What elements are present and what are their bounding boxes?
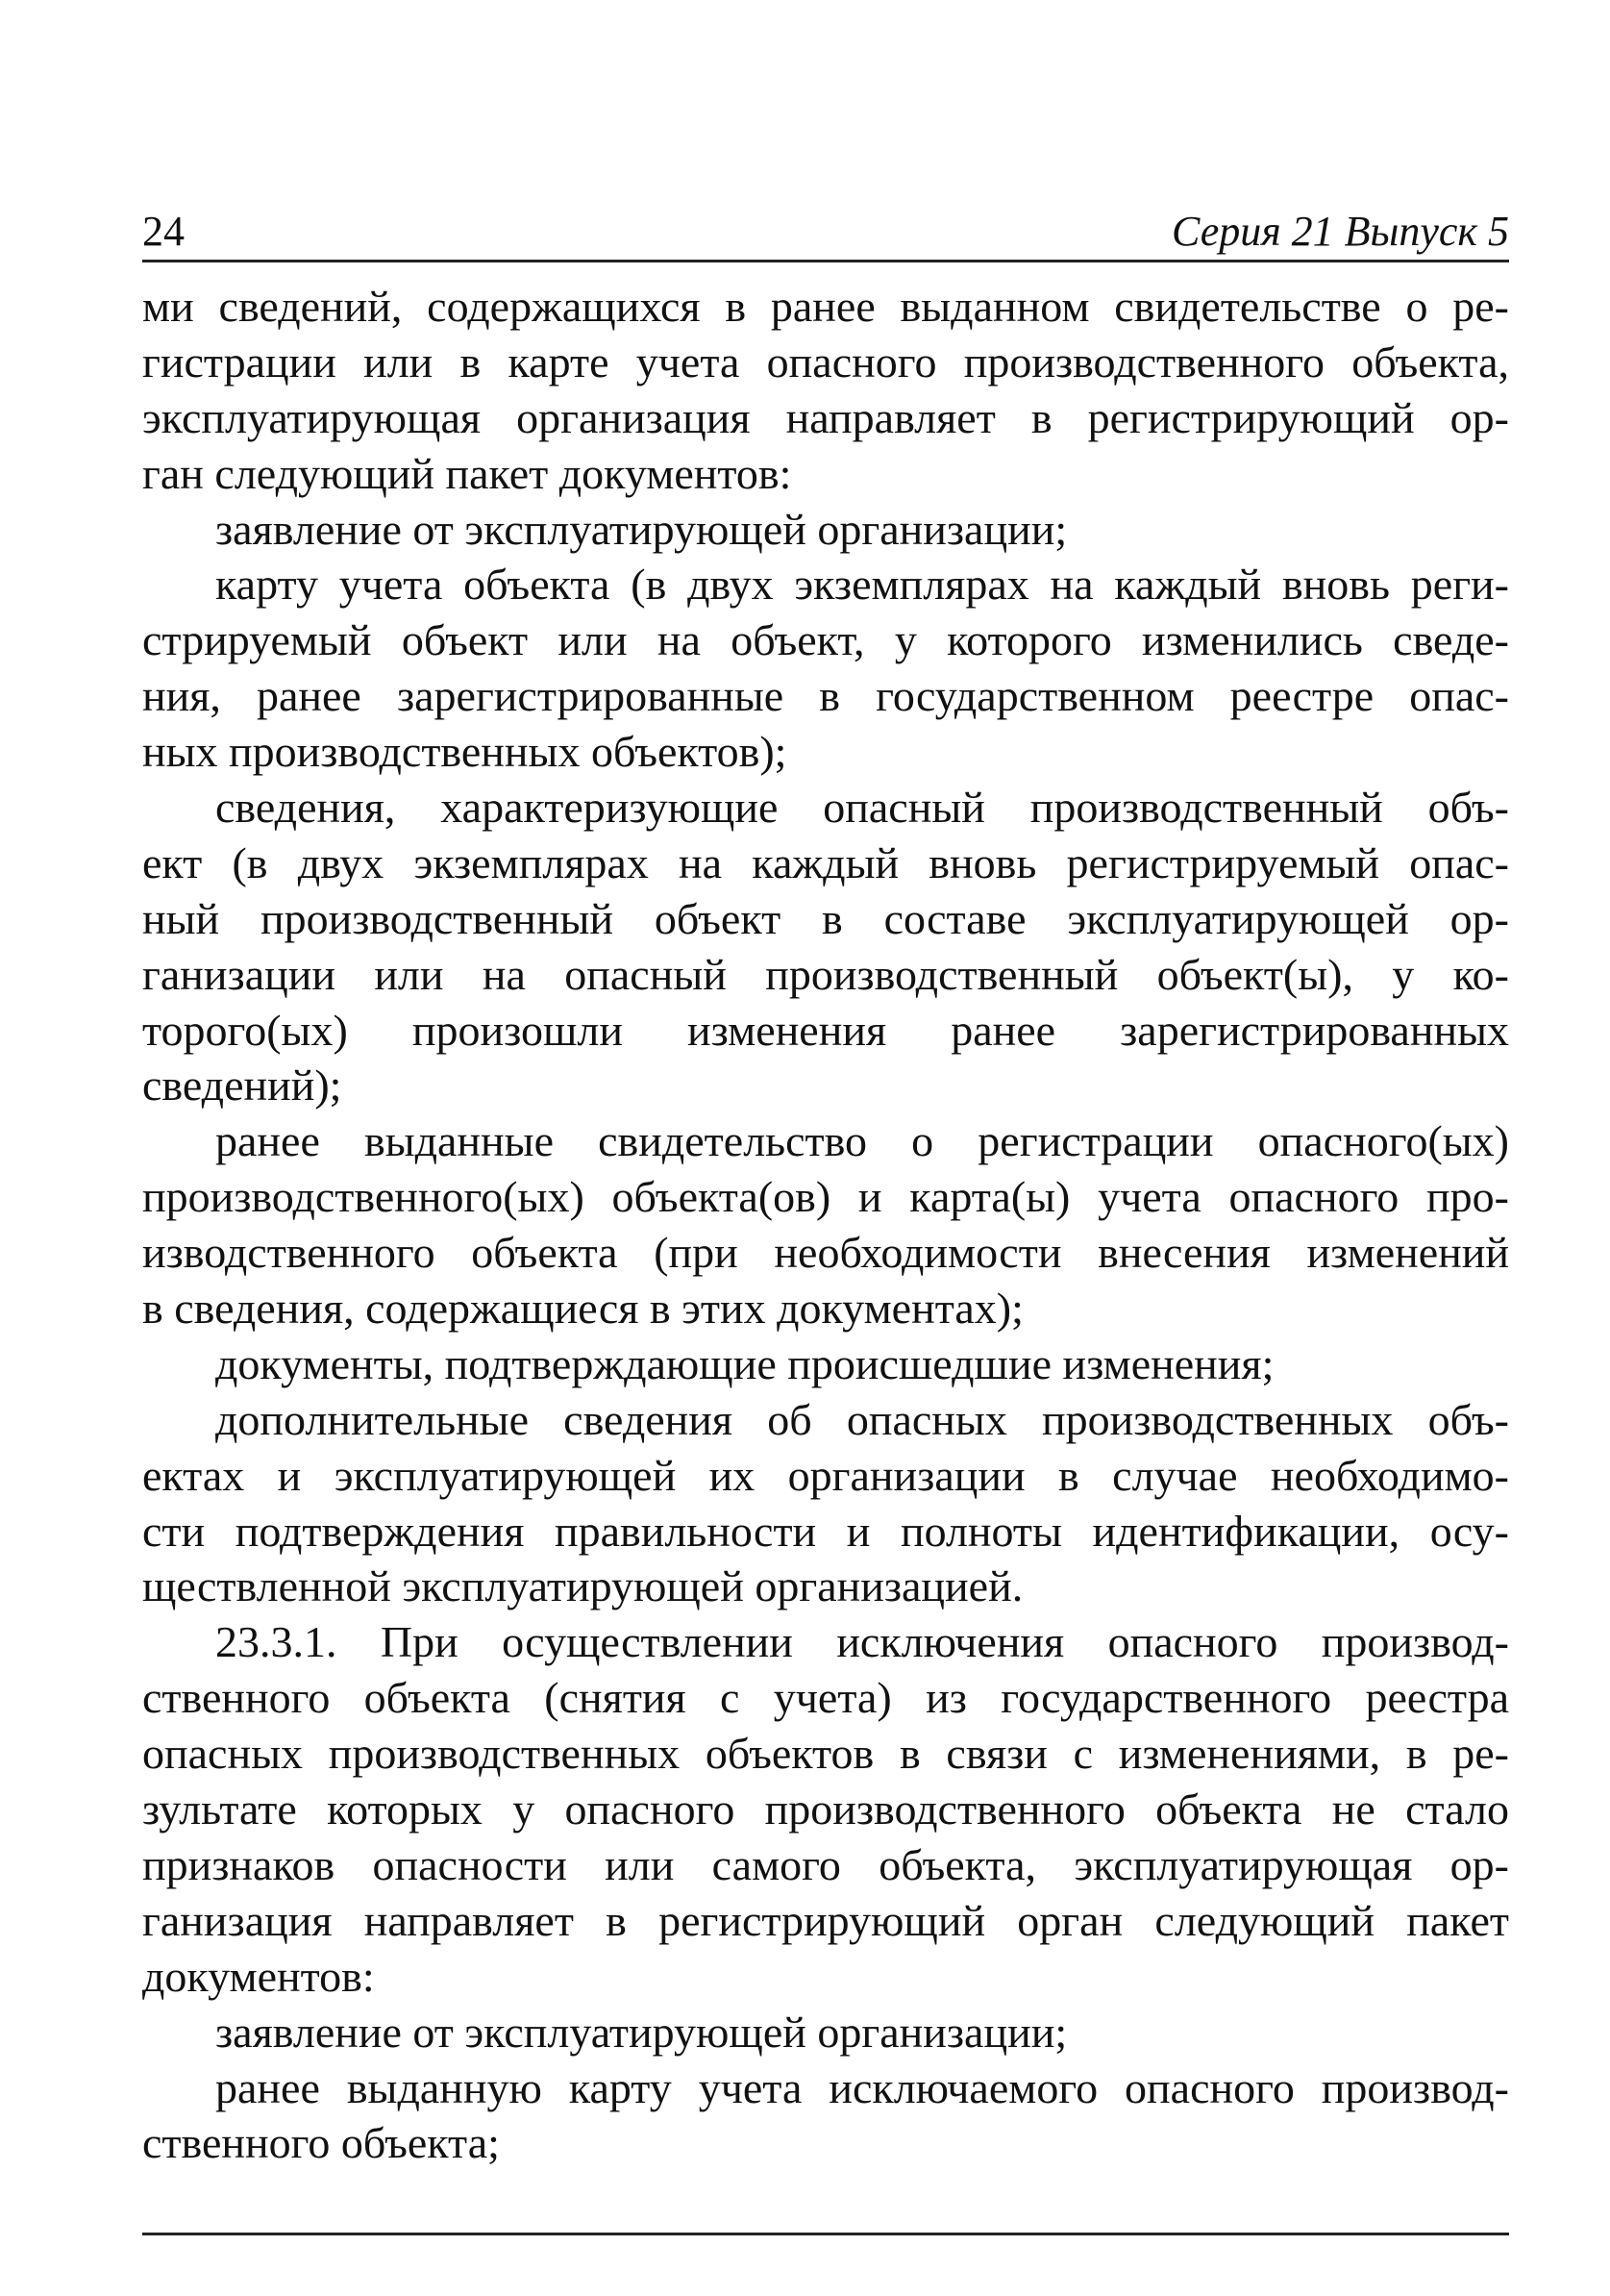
text-line: ственного объекта; — [142, 2118, 500, 2168]
text-line: документы, подтверждающие происшедшие изменения; — [215, 1338, 1275, 1388]
text-line: ния, ранее зарегистрированные в государственном реестре опас- — [142, 671, 1509, 721]
text-line: ществленной эксплуатирующей организацией. — [142, 1561, 1024, 1611]
page-number: 24 — [142, 208, 185, 255]
text-line: сведения, характеризующие опасный производственный объ- — [215, 783, 1509, 833]
text-line: ми сведений, содержащихся в ранее выданном свидетельстве о ре- — [142, 282, 1509, 331]
text-line: ранее выданные свидетельство о регистрации опасного(ых) — [215, 1116, 1509, 1166]
text-line: ный производственный объект в составе эксплуатирующей ор- — [142, 893, 1509, 943]
text-line: гистрации или в карте учета опасного производственного объекта, — [142, 337, 1509, 387]
text-line: ственного объекта (снятия с учета) из государственного реестра — [142, 1673, 1509, 1723]
text-line: сведений); — [142, 1061, 342, 1111]
text-line: ранее выданную карту учета исключаемого опасного производ- — [215, 2062, 1509, 2112]
text-line: производственного(ых) объекта(ов) и карта(ы) учета опасного про- — [142, 1172, 1509, 1222]
text-line: ных производственных объектов); — [142, 727, 787, 777]
text-line: 23.3.1. При осуществлении исключения опасного производ- — [215, 1617, 1509, 1667]
text-line: ект (в двух экземплярах на каждый вновь регистрируемый опас- — [142, 837, 1509, 887]
series-title: Серия 21 Выпуск 5 — [1172, 208, 1509, 255]
text-line: сти подтверждения правильности и полноты идентификации, осу- — [142, 1506, 1509, 1556]
text-line: эксплуатирующая организация направляет в регистрирующий ор- — [142, 392, 1509, 442]
text-line: изводственного объекта (при необходимости внесения изменений — [142, 1228, 1509, 1278]
text-line: заявление от эксплуатирующей организации; — [215, 2007, 1068, 2057]
text-line: документов: — [142, 1951, 375, 2001]
text-line: зультате которых у опасного производственного объекта не стало — [142, 1784, 1509, 1834]
text-line: опасных производственных объектов в связи с изменениями, в ре- — [142, 1729, 1509, 1779]
text-line: заявление от эксплуатирующей организации; — [215, 504, 1068, 554]
text-line: карту учета объекта (в двух экземплярах на каждый вновь реги- — [215, 560, 1509, 610]
running-header — [142, 204, 1509, 262]
page-body — [142, 279, 1509, 2171]
text-line: стрируемый объект или на объект, у которого изменились сведе- — [142, 615, 1509, 665]
text-line: торого(ых) произошли изменения ранее зарегистрированных — [142, 1005, 1509, 1055]
text-line: ганизации или на опасный производственный объект(ы), у ко- — [142, 949, 1509, 999]
text-line: признаков опасности или самого объекта, эксплуатирующая ор- — [142, 1839, 1509, 1889]
text-line: в сведения, содержащиеся в этих документах); — [142, 1284, 1024, 1334]
text-line: ектах и эксплуатирующей их организации в случае необходимо- — [142, 1450, 1509, 1500]
text-line: ган следующий пакет документов: — [142, 448, 792, 498]
footer-rule — [142, 2233, 1509, 2235]
text-line: ганизация направляет в регистрирующий орган следующий пакет — [142, 1895, 1509, 1945]
text-line: дополнительные сведения об опасных производственных объ- — [215, 1394, 1509, 1444]
